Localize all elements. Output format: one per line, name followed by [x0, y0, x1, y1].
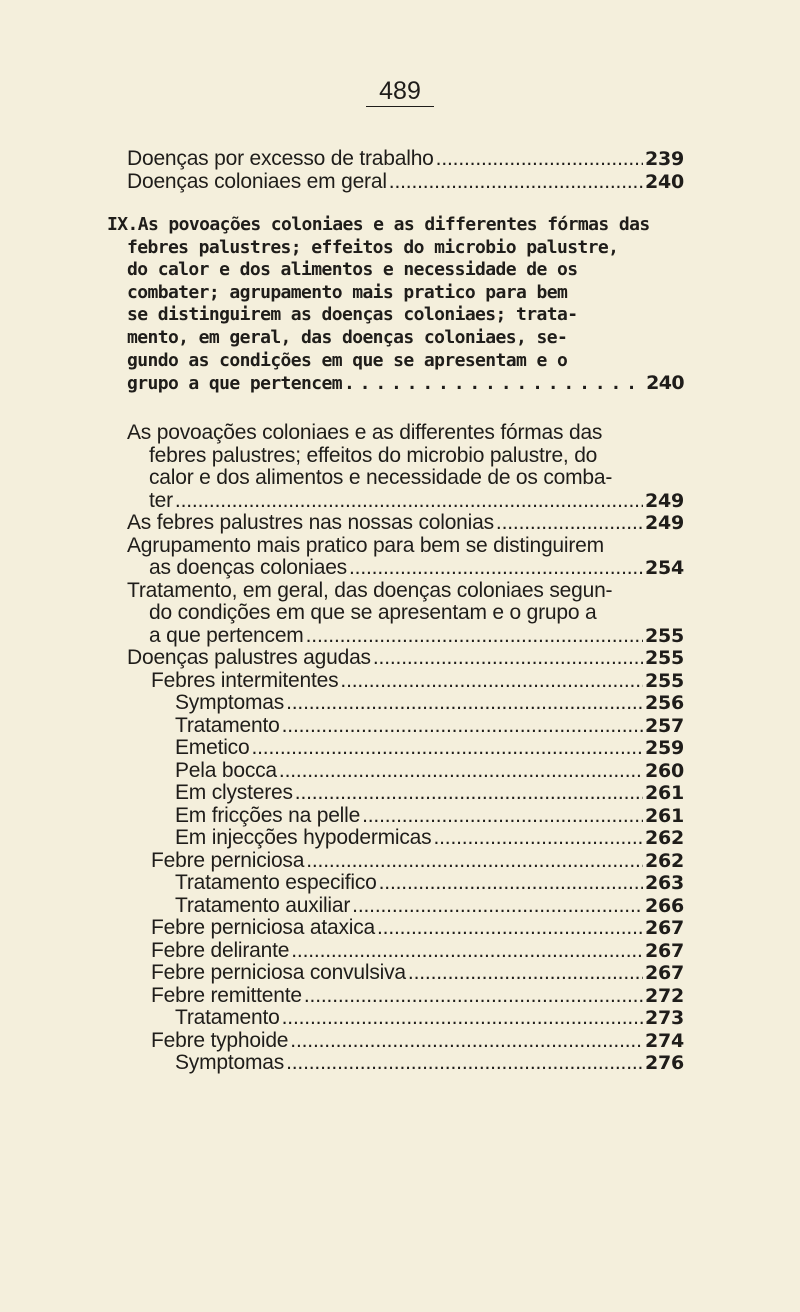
leader-dots — [282, 715, 643, 738]
toc-entry[interactable] — [127, 715, 684, 738]
entry-label: Tratamento — [175, 713, 280, 737]
entry-label: Febre typhoide — [151, 1028, 289, 1052]
toc-entry[interactable]: Agrupamento mais pratico para bem se distinguirem as doenças coloniaes . . . 254 — [127, 535, 684, 580]
entry-page: 263 — [644, 872, 684, 894]
toc-entry[interactable] — [127, 647, 684, 670]
leader-dots — [389, 171, 643, 194]
toc-list — [127, 647, 684, 1075]
leader-dots — [286, 1052, 643, 1075]
entry-page: 249 — [644, 489, 684, 512]
entry-label: Febre remittente — [151, 983, 302, 1007]
leader-dots — [282, 1007, 643, 1030]
entry-page: 239 — [644, 148, 684, 170]
leader-dots — [306, 625, 643, 648]
leader-dots — [340, 670, 643, 693]
page-number: 489 — [366, 76, 434, 107]
entry-page: 262 — [644, 849, 684, 872]
entry-page: 261 — [644, 804, 684, 827]
entry-page: 254 — [644, 557, 684, 579]
entry-page: 255 — [644, 647, 684, 669]
chapter-last-line: grupo a que pertencem . . . 240 — [107, 372, 684, 396]
leader-dots — [377, 917, 643, 940]
entry-label: Febre delirante — [151, 938, 290, 962]
entry-page: 255 — [644, 624, 684, 647]
toc-entry[interactable] — [127, 805, 684, 828]
leader-dots — [379, 872, 643, 895]
chapter-line: gundo as condições em que se apresentam e o — [127, 349, 568, 371]
toc-entry[interactable] — [127, 692, 684, 715]
toc-entry[interactable] — [127, 171, 684, 194]
entry-page: 273 — [644, 1007, 684, 1029]
entry-page: 262 — [644, 827, 684, 849]
toc-entry[interactable] — [127, 1007, 684, 1030]
entry-page: 257 — [644, 714, 684, 737]
leader-dots — [433, 827, 642, 850]
entry-label: Em fricções na pelle — [175, 803, 361, 827]
entry-page: 259 — [644, 737, 684, 759]
entry-label: Doenças coloniaes em geral — [127, 169, 387, 193]
entry-label: Tratamento especifico — [175, 871, 377, 894]
chapter-numeral: IX. — [107, 214, 138, 235]
entry-label: As febres palustres nas nossas colonias — [127, 511, 494, 534]
leader-dots — [291, 940, 643, 963]
toc-entry[interactable] — [127, 962, 684, 985]
entry-page: 240 — [644, 170, 684, 193]
toc-entry[interactable] — [127, 940, 684, 963]
entry-label: Febres intermitentes — [151, 668, 339, 692]
entry-page: 267 — [644, 962, 684, 984]
entry-label: Febre perniciosa ataxica — [151, 916, 375, 939]
leader-dots — [304, 985, 643, 1008]
toc-entry[interactable]: As povoações coloniaes e as differentes fórmas das febres palustres; effeitos do microbio palustre, do calor e dos alimentos e necessidade de os comba- ter . . . 249 — [127, 422, 684, 512]
entry-label: Symptomas — [175, 691, 285, 714]
leader-dots — [436, 148, 643, 171]
toc-entry[interactable] — [127, 895, 684, 918]
entry-label: Febre perniciosa convulsiva — [151, 961, 406, 984]
toc-entry[interactable] — [127, 760, 684, 783]
entry-page: 276 — [644, 1052, 684, 1074]
leader-dots — [349, 557, 643, 580]
entry-page: 261 — [644, 782, 684, 804]
toc-entry[interactable] — [127, 512, 684, 535]
chapter-line: combater; agrupamento mais pratico para bem — [127, 281, 568, 303]
leader-dots — [175, 490, 643, 513]
leader-dots — [373, 647, 643, 670]
entry-page: 256 — [644, 692, 684, 714]
leader-dots — [408, 962, 643, 985]
entry-label: Tratamento — [175, 1006, 280, 1029]
chapter-entries — [127, 422, 684, 1075]
chapter-line: IX.As povoações coloniaes e as differentes fórmas das — [107, 214, 650, 235]
entry-page: 272 — [644, 984, 684, 1007]
entry-page: 267 — [644, 917, 684, 939]
leader-dots — [295, 782, 643, 805]
leader-dots — [290, 1030, 643, 1053]
entry-label: Doenças por excesso de trabalho — [127, 147, 434, 170]
entry-label: Em clysteres — [175, 781, 293, 804]
toc-entry[interactable]: Tratamento, em geral, das doenças coloniaes segun- do condições em que se apresentam e o grupo a a que pertencem . . . 255 — [127, 580, 684, 648]
toc-entry[interactable] — [127, 782, 684, 805]
chapter-line: mento, em geral, das doenças coloniaes, se- — [127, 326, 568, 348]
entry-page: 240 — [646, 372, 684, 395]
toc-entry[interactable] — [127, 737, 684, 760]
entry-label: Tratamento auxiliar — [175, 893, 351, 917]
entry-page: 249 — [644, 512, 684, 534]
leader-dots — [251, 737, 642, 760]
entry-page: 267 — [644, 939, 684, 962]
top-entries — [127, 148, 684, 193]
entry-label: Emetico — [175, 736, 250, 759]
leader-dots — [496, 512, 643, 535]
entry-label: Em injecções hypodermicas — [175, 826, 432, 849]
leader-dots — [306, 850, 643, 873]
entry-label: Doenças palustres agudas — [127, 646, 371, 669]
leader-dots — [344, 373, 644, 396]
chapter-line: se distinguirem as doenças coloniaes; trata- — [127, 304, 578, 326]
toc-entry[interactable] — [127, 148, 684, 171]
leader-dots — [286, 692, 643, 715]
entry-page: 266 — [644, 894, 684, 917]
leader-dots — [352, 895, 643, 918]
toc-entry[interactable] — [127, 985, 684, 1008]
chapter-line: do calor e dos alimentos e necessidade de os — [127, 259, 578, 281]
toc-entry[interactable] — [127, 1030, 684, 1053]
entry-page: 255 — [644, 669, 684, 692]
entry-page: 260 — [644, 759, 684, 782]
toc-entry[interactable] — [127, 1052, 684, 1075]
chapter-heading[interactable] — [107, 214, 684, 396]
toc-entry[interactable] — [127, 872, 684, 895]
entry-label: Febre perniciosa — [151, 848, 305, 872]
entry-page: 274 — [644, 1029, 684, 1052]
entry-label: Pela bocca — [175, 758, 277, 782]
leader-dots — [279, 760, 643, 783]
toc-entry[interactable] — [127, 917, 684, 940]
chapter-line: febres palustres; effeitos do microbio palustre, — [127, 236, 619, 258]
toc-entry[interactable] — [127, 670, 684, 693]
toc-entry[interactable] — [127, 850, 684, 873]
leader-dots — [362, 805, 643, 828]
entry-label: Symptomas — [175, 1051, 285, 1074]
toc-entry[interactable] — [127, 827, 684, 850]
